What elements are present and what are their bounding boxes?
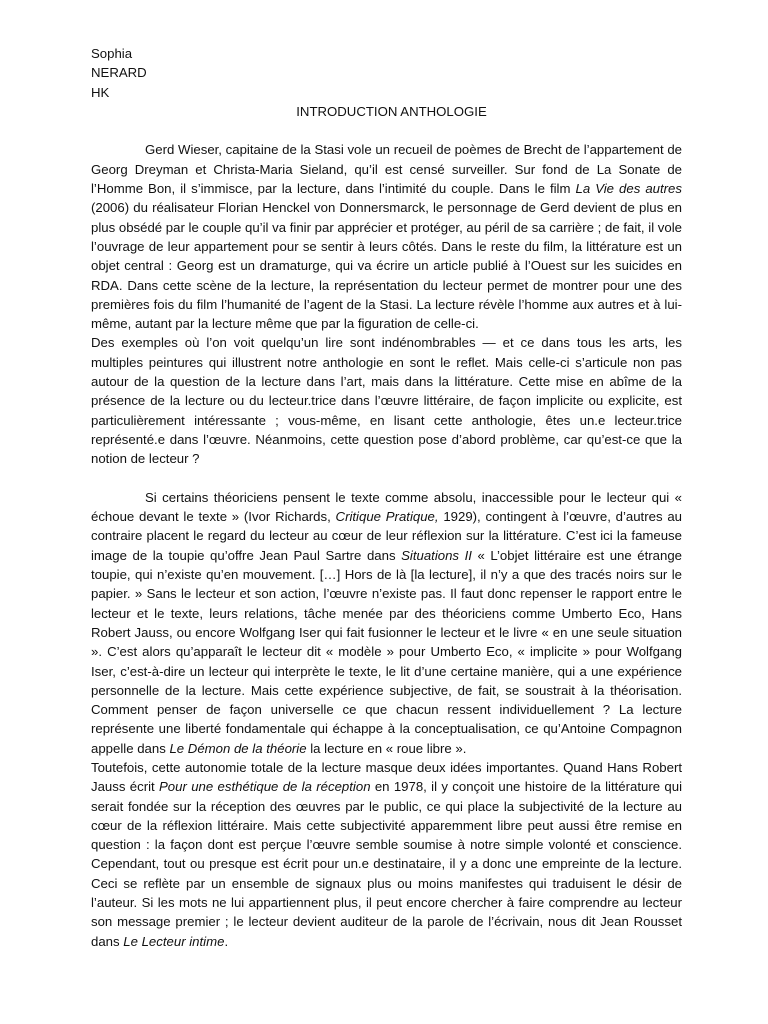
text-run: en 1978, il y conçoit une histoire de la littérature qui serait fondée sur la réception des œuvres par le public, ce qui place la subjectivité de la lecture au cœur de la réflexion littéraire. Mais cette subjectivité apparemment libre peut aussi être remise en question : la façon dont est perçue l’œuvre semble soumise à notre simple volonté et conscience. Cependant, tout ou presque est écrit pour un.e destinataire, il y a donc une empreinte de la lecture. Ceci se reflète par un ensemble de signaux plus ou moins manifestes qui traduisent le désir de l’auteur. Si les mots ne lui appartiennent plus, il peut encore chercher à faire comprendre au lecteur son message premier ; le lecteur devient auditeur de la parole de l’écrivain, nous dit Jean Rousset dans <box>91 779 682 949</box>
text-run: Toutefois, cette autonomie totale de la lecture masque deux idées importantes. Quand Hans Robert Jauss écrit <box>91 759 682 795</box>
italic-title: Situations II <box>401 547 472 563</box>
text-run: Des exemples où l’on voit quelqu’un lire sont indénombrables — et ce dans tous les arts, les multiples peintures qui illustrent notre anthologie en sont le reflet. Mais celle-ci s’articule non pas autour de la question de la lecture dans l’art, mais dans la littérature. Cette mise en abîme de la présence de la lecture ou du lecteur.trice dans l’œuvre littéraire, de façon implicite ou explicite, est particulièrement intéressante ; vous-même, en lisant cette anthologie, êtes un.e lecteur.trice représenté.e dans l’œuvre. Néanmoins, cette question pose d’abord problème, car qu’est-ce que la notion de lecteur ? <box>91 335 682 467</box>
author-class: HK <box>91 84 110 100</box>
paragraph-3 <box>91 488 682 758</box>
text-run: « L’objet littéraire est une étrange toupie, qui n’existe qu’en mouvement. […] Hors de là [la lecture], il n’y a que des tracés noirs sur le papier. » Sans le lecteur et son action, l’œuvre n’existe pas. Il faut donc repenser le rapport entre le lecteur et le texte, leurs relations, tâche menée par des théoriciens comme Umberto Eco, Hans Robert Jauss, ou encore Wolfgang Iser qui fait fusionner le lecteur et le livre « en une seule situation ». C’est alors qu’apparaît le lecteur dit « modèle » pour Umberto Eco, « implicite » pour Wolfgang Iser, c’est-à-dire un lecteur qui interprète le texte, le lit d’une certaine manière, qui a une expérience personnelle de la lecture. Mais cette expérience subjective, de fait, se soustrait à la théorisation. Comment penser de façon universelle ce que chacun ressent individuellement ? La lecture représente une liberté fondamentale qui échappe à la conceptualisation, ce qu’Antoine Compagnon appelle dans <box>91 547 682 756</box>
text-run: . <box>224 933 229 949</box>
italic-title: Le Démon de la théorie <box>169 740 307 756</box>
italic-title: Critique Pratique, <box>335 509 439 525</box>
author-first-name: Sophia <box>91 46 133 61</box>
paragraph-1 <box>91 140 682 333</box>
text-run: Si certains théoriciens pensent le texte comme absolu, inaccessible pour le lecteur qui « échoue devant le texte » (Ivor Richards, <box>91 489 682 525</box>
italic-title: Le Lecteur intime <box>123 933 225 949</box>
document-body <box>91 140 682 950</box>
paragraph-gap <box>91 469 682 488</box>
text-run: la lecture en « roue libre ». <box>306 740 467 756</box>
paragraph-4 <box>91 758 682 951</box>
paragraph-2 <box>91 333 682 468</box>
spacer <box>91 121 682 140</box>
author-header <box>91 44 682 102</box>
italic-title: Pour une esthétique de la réception <box>159 779 371 795</box>
document-title: INTRODUCTION ANTHOLOGIE <box>296 103 487 119</box>
text-run: (2006) du réalisateur Florian Henckel von Donnersmarck, le personnage de Gerd devient de plus en plus obsédé par le couple qu’il va finir par apprécier et protéger, au péril de sa carrière ; de fait, il vole l’ouvrage de leur appartement pour se sentir à leurs côtés. Dans le reste du film, la littérature est un objet central : Georg est un dramaturge, qui va écrire un article publié à l’Ouest sur les suicides en RDA. Dans cette scène de la lecture, la représentation du lecteur permet de montrer pour une des premières fois du film l’humanité de l’agent de la Stasi. La lecture révèle l’homme aux autres et à lui-même, autant par la lecture même que par la figuration de celle-ci. <box>91 200 682 332</box>
text-run: Gerd Wieser, capitaine de la Stasi vole un recueil de poèmes de Brecht de l’appartement de Georg Dreyman et Christa-Maria Sieland, qu’il est censé surveiller. Sur fond de La Sonate de l’Homme Bon, il s’immisce, par la lecture, dans l’intimité du couple. Dans le film <box>91 142 682 197</box>
text-run: 1929), contingent à l’œuvre, d’autres au contraire placent le regard du lecteur au cœur de leur réflexion sur la littérature. C’est ici la fameuse image de la toupie qu’offre Jean Paul Sartre dans <box>91 509 682 563</box>
italic-title: La Vie des autres <box>575 181 682 197</box>
author-last-name: NERARD <box>91 65 147 81</box>
